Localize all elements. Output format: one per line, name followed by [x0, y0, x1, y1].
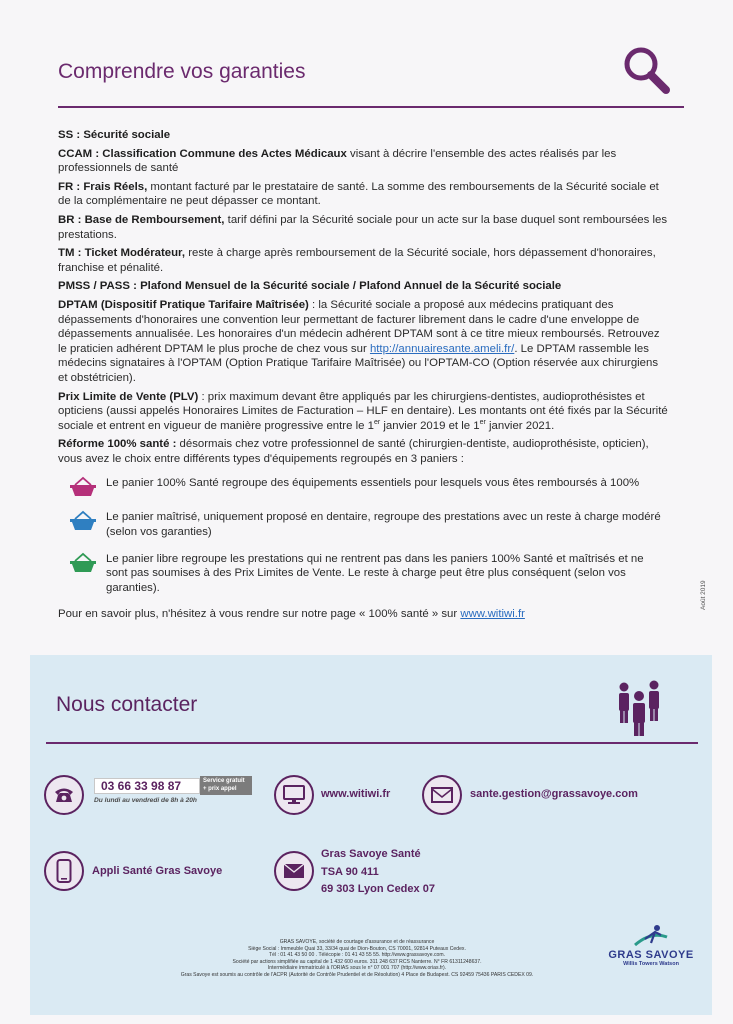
address-line-3: 69 303 Lyon Cedex 07 [321, 883, 435, 895]
def-dptam-text: : la Sécurité sociale a proposé aux médecins pratiquant des dépassements d'honoraires une convention leur permettant de facturer librement dans le cadre d'une enveloppe de dépassements annualisée. Les honoraires d'un médecin adhérent DPTAM sont à ce titre mieux remboursés. Retrouvez le praticien adhérent DPTAM le plus proche de chez vous sur [58, 298, 660, 355]
more-info-text: Pour en savoir plus, n'hésitez à vous rendre sur notre page « 100% santé » sur [58, 608, 461, 621]
header [58, 44, 684, 110]
phone-hours: Du lundi au vendredi de 8h à 20h [94, 797, 197, 804]
legal-line: Gras Savoye est soumis au contrôle de l'ACPR (Autorité de Contrôle Prudentiel et de Résolution) 4 Place de Budapest. CS 92459 75436 PARIS CEDEX 09. [180, 971, 534, 978]
term-fr: FR [58, 180, 74, 193]
term-pmss-full: Plafond Mensuel de la Sécurité sociale / Plafond Annuel de la Sécurité sociale [140, 280, 562, 293]
page-title: Comprendre vos garanties [58, 60, 306, 83]
legal-line: Intermédiaire immatriculé à l'ORIAS sous le n° 07 001 707 (http://www.orias.fr). [267, 965, 447, 972]
email-link[interactable]: sante.gestion@grassavoye.com [470, 788, 638, 800]
def-ss: SS : Sécurité sociale [58, 129, 171, 141]
def-tm: TM : Ticket Modérateur, reste à charge après remboursement de la Sécurité sociale, hors dépassement d'honoraires, franchise et pénalité. [58, 247, 656, 274]
term-ccam: CCAM [58, 147, 93, 160]
people-icon [616, 679, 662, 737]
computer-icon [274, 775, 314, 815]
term-ccam-full: Classification Commune des Actes Médicaux [102, 147, 347, 160]
definitions [58, 128, 668, 622]
def-fr-text: montant facturé par le prestataire de santé. La somme des remboursements de la Sécurité sociale et de la complémentaire ne peut dépasser ce montant. [58, 180, 659, 208]
superscript: er [373, 418, 381, 426]
def-reforme [58, 437, 668, 466]
def-dptam [58, 298, 668, 386]
term-tm: TM [58, 247, 75, 260]
def-tm-text: reste à charge après remboursement de la Sécurité sociale, hors dépassement d'honoraires, franchise et pénalité. [58, 247, 656, 274]
def-ccam: CCAM : Classification Commune des Actes Médicaux visant à décrire l'ensemble des actes réalisés par les professionnels de santé [58, 147, 617, 175]
legal-line: Société par actions simplifiée au capital de 1 432 600 euros. 311 248 637 RCS Nanterre. N° FR 61311248637. [232, 958, 482, 965]
basket-text: Le panier maîtrisé, uniquement proposé en dentaire, regroupe des prestations avec un reste à charge modéré (selon vos garanties) [106, 511, 661, 539]
basket-text: Le panier libre regroupe les prestations qui ne rentrent pas dans les paniers 100% Santé et maîtrisés et ne sont pas soumises à des Prix Limites de Vente. Le reste à charge peut être plus conséquent (selon vos garanties). [106, 552, 644, 594]
basket-item [58, 476, 668, 498]
header-divider [58, 106, 684, 108]
def-plv-text-3: janvier 2021. [485, 419, 555, 432]
basket-libre-icon [68, 552, 98, 574]
term-ss-full: Sécurité sociale [83, 129, 171, 141]
term-fr-full: Frais Réels, [83, 180, 148, 193]
address-line-1: Gras Savoye Santé [321, 848, 421, 860]
basket-100-sante-icon [68, 476, 98, 498]
logo-figure-icon [631, 923, 671, 949]
legal-notice [142, 939, 572, 979]
witiwi-link[interactable]: www.witiwi.fr [460, 608, 525, 621]
def-plv-text: : prix maximum devant être appliqués par les chirurgiens-dentistes, audioprothésistes et opticiens (aussi appelés Honoraires Limites de Facturation – HLF en dentaire). Les montants ont été fixés par la Sécurité sociale et entrent en vigueur de manière progressive entre le 1 [58, 390, 668, 432]
superscript: er [479, 418, 486, 426]
contact-divider [46, 742, 698, 744]
mail-icon [274, 851, 314, 891]
def-plv [58, 390, 668, 434]
more-info [58, 607, 668, 622]
basket-maitrise-icon [68, 510, 98, 532]
legal-line: Siège Social : Immeuble Quai 33, 33/34 quai de Dion-Bouton, CS 70001, 92814 Puteaux Cedex. [248, 945, 466, 952]
def-pmss: PMSS / PASS : Plafond Mensuel de la Sécurité sociale / Plafond Annuel de la Sécurité sociale [58, 280, 562, 293]
contact-panel [30, 655, 712, 1015]
website-link[interactable]: www.witiwi.fr [321, 788, 391, 800]
gras-savoye-logo [608, 923, 694, 967]
ameli-link[interactable]: http://annuairesante.ameli.fr/ [369, 342, 515, 355]
search-icon [620, 44, 672, 96]
term-tm-full: Ticket Modérateur, [84, 247, 186, 260]
contact-title: Nous contacter [56, 693, 198, 716]
legal-line: GRAS SAVOYE, société de courtage d'assurance et de réassurance [279, 939, 435, 945]
phone-number[interactable]: 03 66 33 98 87 [94, 778, 200, 794]
term-br: BR [58, 213, 75, 226]
term-dptam: DPTAM (Dispositif Pratique Tarifaire Maîtrisée) [58, 298, 309, 311]
term-ss: SS [58, 129, 74, 141]
basket-text: Le panier 100% Santé regroupe des équipements essentiels pour lesquels vous êtes remboursés à 100% [106, 477, 640, 490]
phone-icon [44, 775, 84, 815]
smartphone-icon [44, 851, 84, 891]
def-reforme-text: désormais chez votre professionnel de santé (chirurgien-dentiste, audioprothésiste, opticien), vous avez le choix entre différents types d'équipements regroupés en 3 paniers : [58, 438, 649, 465]
legal-line: Tél : 01 41 43 50 00 . Télécopie : 01 41 43 55 55. http://www.grassavoye.com. [268, 952, 446, 959]
app-label[interactable]: Appli Santé Gras Savoye [92, 865, 223, 877]
def-ccam-text: visant à décrire l'ensemble des actes réalisés par les professionnels de santé [58, 147, 617, 175]
def-dptam-text-2: . Le DPTAM rassemble les médecins signataires à l'OPTAM (Option Pratique Tarifaire Maîtrisée) ou l'OPTAM-CO (Option réservée aux chirurgiens et obstétricien). [58, 342, 659, 384]
term-br-full: Base de Remboursement, [84, 213, 225, 226]
address-line-2: TSA 90 411 [321, 866, 379, 878]
email-icon [422, 775, 462, 815]
term-reforme: Réforme 100% santé : [58, 438, 177, 451]
def-fr: FR : Frais Réels, montant facturé par le prestataire de santé. La somme des remboursements de la Sécurité sociale et de la complémentaire ne peut dépasser ce montant. [58, 180, 659, 208]
basket-list [58, 476, 668, 595]
basket-item [58, 510, 668, 539]
basket-item [58, 552, 668, 596]
phone-badge: Service gratuit + prix appel [200, 776, 252, 795]
date-tag: Août 2019 [700, 580, 707, 610]
term-pmss: PMSS / PASS [58, 280, 130, 293]
logo-name: GRAS SAVOYE [608, 949, 694, 961]
logo-sub: Willis Towers Watson [623, 961, 679, 967]
def-plv-text-2: janvier 2019 et le 1 [380, 419, 480, 432]
def-br-text: tarif défini par la Sécurité sociale pour un acte sur la base duquel sont remboursées les prestations. [58, 213, 668, 241]
def-br: BR : Base de Remboursement, tarif défini par la Sécurité sociale pour un acte sur la base duquel sont remboursées les prestations. [58, 213, 668, 241]
term-plv: Prix Limite de Vente (PLV) [58, 390, 199, 403]
